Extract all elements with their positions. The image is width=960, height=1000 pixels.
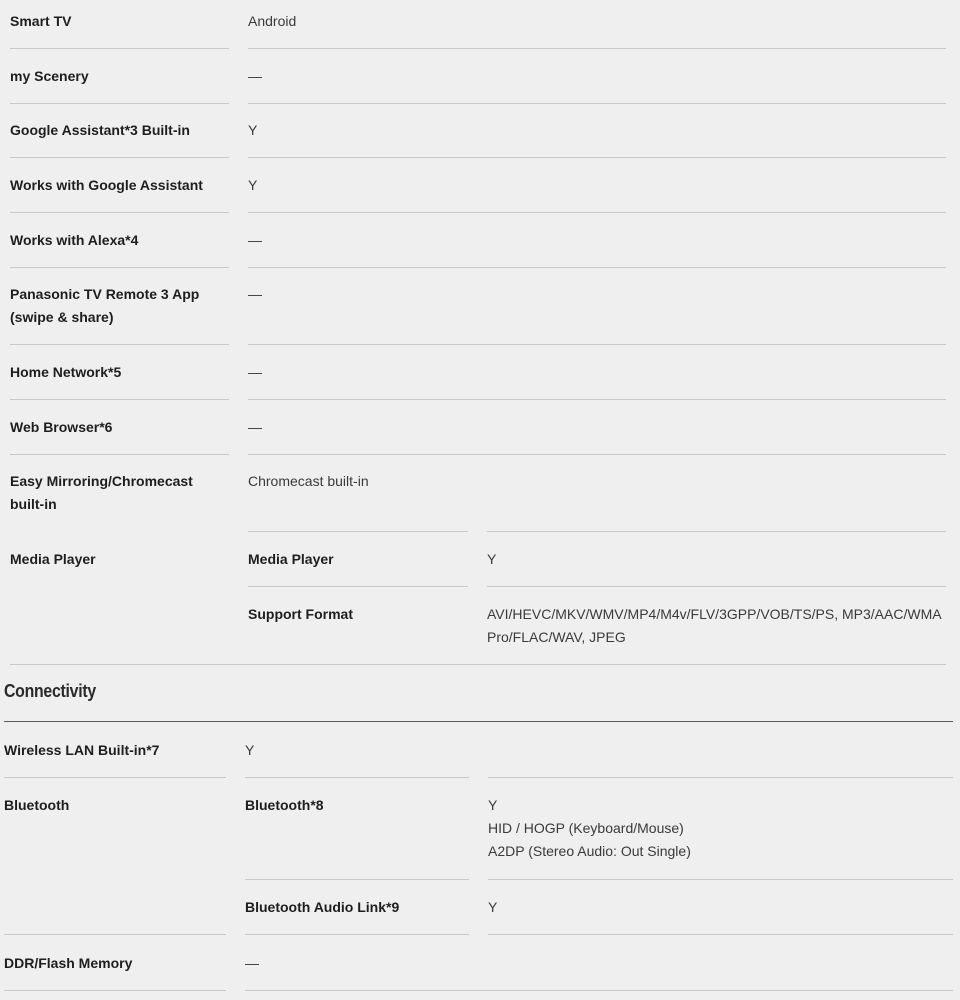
spec-value: Y xyxy=(248,122,258,138)
row-divider xyxy=(488,777,953,778)
sub-spec-label: Bluetooth Audio Link*9 xyxy=(245,899,400,915)
spec-value: — xyxy=(248,419,262,435)
sub-spec-label: Media Player xyxy=(248,551,334,567)
row-divider xyxy=(4,777,226,778)
spec-label: DDR/Flash Memory xyxy=(4,955,133,971)
row-divider xyxy=(10,664,946,665)
spec-label-line2: built-in xyxy=(10,496,57,512)
spec-value: — xyxy=(248,232,262,248)
row-divider xyxy=(10,344,229,345)
sub-spec-value-line2: Pro/FLAC/WAV, JPEG xyxy=(487,629,626,645)
spec-value: — xyxy=(248,68,262,84)
spec-value: Y xyxy=(248,177,258,193)
section-title-connectivity: Connectivity xyxy=(4,681,96,701)
row-divider xyxy=(248,454,946,455)
row-divider xyxy=(248,344,946,345)
row-divider xyxy=(10,267,229,268)
sub-spec-value: Y xyxy=(487,551,497,567)
row-divider xyxy=(248,531,468,532)
row-divider xyxy=(487,586,946,587)
spec-label: Works with Alexa*4 xyxy=(10,232,139,248)
sub-spec-label: Support Format xyxy=(248,606,353,622)
spec-label-line2: (swipe & share) xyxy=(10,309,114,325)
spec-label: Panasonic TV Remote 3 App xyxy=(10,286,200,302)
row-divider xyxy=(248,399,946,400)
row-divider xyxy=(4,990,226,991)
row-divider xyxy=(487,531,946,532)
row-divider xyxy=(248,157,946,158)
spec-label: Easy Mirroring/Chromecast xyxy=(10,473,193,489)
row-divider xyxy=(245,990,953,991)
row-divider xyxy=(10,157,229,158)
row-divider xyxy=(4,934,226,935)
row-divider xyxy=(248,586,468,587)
row-divider xyxy=(10,454,229,455)
spec-label: Home Network*5 xyxy=(10,364,122,380)
spec-value: — xyxy=(245,955,259,971)
row-divider xyxy=(248,267,946,268)
spec-label: Bluetooth xyxy=(4,797,70,813)
row-divider xyxy=(245,934,469,935)
row-divider xyxy=(10,399,229,400)
row-divider xyxy=(488,879,953,880)
spec-value: — xyxy=(248,286,262,302)
row-divider xyxy=(245,879,469,880)
row-divider xyxy=(10,48,229,49)
row-divider xyxy=(245,777,469,778)
spec-label: Web Browser*6 xyxy=(10,419,113,435)
section-divider xyxy=(4,721,953,722)
sub-spec-value-line2: HID / HOGP (Keyboard/Mouse) xyxy=(488,820,684,836)
sub-spec-value: Y xyxy=(488,899,498,915)
spec-label: Media Player xyxy=(10,551,96,567)
row-divider xyxy=(248,212,946,213)
sub-spec-value-line3: A2DP (Stereo Audio: Out Single) xyxy=(488,843,691,859)
spec-value: Chromecast built-in xyxy=(248,473,369,489)
spec-label: Smart TV xyxy=(10,13,72,29)
spec-value: Y xyxy=(245,742,255,758)
spec-label: Google Assistant*3 Built-in xyxy=(10,122,190,138)
row-divider xyxy=(248,103,946,104)
spec-value: — xyxy=(248,364,262,380)
row-divider xyxy=(10,103,229,104)
spec-label: Works with Google Assistant xyxy=(10,177,203,193)
spec-label: Wireless LAN Built-in*7 xyxy=(4,742,160,758)
sub-spec-value: AVI/HEVC/MKV/WMV/MP4/M4v/FLV/3GPP/VOB/TS/PS, MP3/AAC/WMA xyxy=(487,606,942,622)
row-divider xyxy=(10,212,229,213)
spec-label: my Scenery xyxy=(10,68,89,84)
row-divider xyxy=(488,934,953,935)
sub-spec-label: Bluetooth*8 xyxy=(245,797,324,813)
sub-spec-value: Y xyxy=(488,797,498,813)
row-divider xyxy=(248,48,946,49)
spec-value: Android xyxy=(248,13,297,29)
